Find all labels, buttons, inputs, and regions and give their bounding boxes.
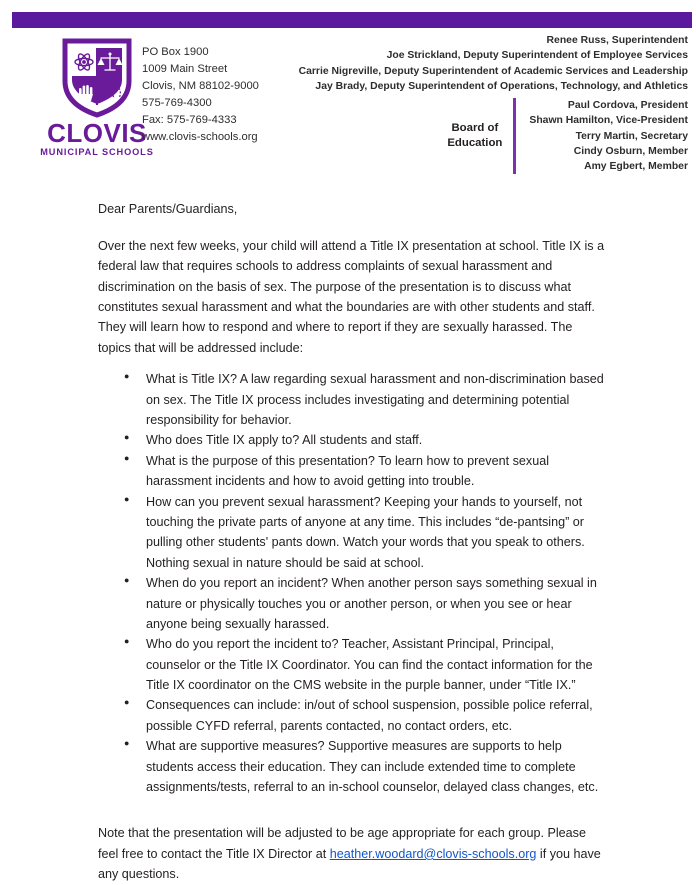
- district-wordmark: [38, 120, 156, 159]
- board-member-entry: Paul Cordova, President: [567, 100, 688, 111]
- wordmark-clovis: CLOVIS: [47, 118, 147, 148]
- board-label-line-2: Education: [447, 137, 503, 150]
- topics-list: [124, 369, 606, 797]
- administrator-entry: Carrie Nigreville, Deputy Superintendent of Academic Services and Leadership: [298, 65, 688, 77]
- administrators-list: [299, 33, 688, 95]
- list-item: ● What are supportive measures? Supportive measures are supports to help students access their education. They can include extended time to complete assignments/tests, referral to an in-school counselor, delayed class changes, etc.: [124, 736, 606, 797]
- administrator-entry: Renee Russ, Superintendent: [546, 35, 688, 46]
- board-label-line-1: Board of: [451, 121, 499, 134]
- list-item: ● What is the purpose of this presentation? To learn how to prevent sexual harassment incidents and how to avoid getting into trouble.: [124, 451, 606, 492]
- board-member-entry: Cindy Osburn, Member: [573, 145, 688, 157]
- list-item: ● Who do you report the incident to? Teacher, Assistant Principal, Principal, counselor or the Title IX Coordinator. You can find the contact information for the Title IX coordinator on the CMS website in the purple banner, under “Title IX.”: [124, 634, 606, 695]
- administrator-entry: Jay Brady, Deputy Superintendent of Operations, Technology, and Athletics: [315, 81, 688, 93]
- top-purple-banner: [12, 12, 692, 28]
- list-item: ● When do you report an incident? When another person says something sexual in nature or physically touches you or another person, or when you see or hear anyone being sexually harassed.: [124, 573, 606, 634]
- closing-text-after-link: if you have any questions.: [98, 846, 601, 882]
- closing-paragraph: [98, 823, 606, 884]
- list-item: ● How can you prevent sexual harassment? Keeping your hands to yourself, not touching the private parts of anyone at any time. This includes “de-pantsing” or pulling other students' pants down. Watch your words that you speak to others. Nothing sexual in nature should be said at school.: [124, 492, 606, 574]
- board-of-education-label: [447, 121, 513, 152]
- address-line: 1009 Main Street: [142, 63, 228, 76]
- title-ix-director-email-link[interactable]: heather.woodard@clovis-schools.org: [329, 846, 537, 861]
- wordmark-municipal-schools: MUNICIPAL SCHOOLS: [40, 147, 154, 157]
- address-line: Clovis, NM 88102-9000: [142, 80, 259, 93]
- list-item: ● Consequences can include: in/out of school suspension, possible police referral, possible CYFD referral, parents contacted, no contact orders, etc.: [124, 695, 606, 736]
- vertical-divider: [513, 98, 516, 174]
- fax-number: Fax: 575-769-4333: [142, 114, 237, 127]
- board-member-entry: Amy Egbert, Member: [584, 161, 688, 173]
- board-of-education-block: [447, 98, 688, 174]
- list-item: ● Who does Title IX apply to? All students and staff.: [124, 430, 606, 450]
- address-line: PO Box 1900: [142, 46, 209, 58]
- list-item: ● What is Title IX? A law regarding sexual harassment and non-discrimination based on sex. The Title IX process includes investigating and determining potential responsibility for behavior.: [124, 369, 606, 430]
- board-member-entry: Shawn Hamilton, Vice-President: [529, 115, 688, 127]
- shield-crest-icon: [60, 35, 134, 119]
- district-address-block: [142, 44, 259, 146]
- district-logo: [38, 35, 156, 159]
- letterhead-header: [0, 30, 696, 175]
- salutation: Dear Parents/Guardians,: [98, 202, 238, 216]
- administrator-entry: Joe Strickland, Deputy Superintendent of Employee Services: [386, 50, 688, 62]
- board-members-list: [529, 98, 688, 174]
- website-url: www.clovis-schools.org: [142, 131, 258, 144]
- phone-number: 575-769-4300: [142, 97, 212, 110]
- closing-text-before-link: Note that the presentation will be adjusted to be age appropriate for each group. Please feel free to contact the Title IX Director at: [98, 826, 586, 861]
- board-member-entry: Terry Martin, Secretary: [575, 130, 688, 142]
- intro-paragraph: Over the next few weeks, your child will attend a Title IX presentation at school. Title IX is a federal law that requires schools to address complaints of sexual harassment and discrimination on the basis of sex. The purpose of the presentation is to discuss what constitutes sexual harassment and what the boundaries are with other students and staff. They will learn how to respond and where to report if they are sexually harassed. The topics that will be addressed include:: [98, 238, 605, 355]
- letter-body: [98, 200, 606, 885]
